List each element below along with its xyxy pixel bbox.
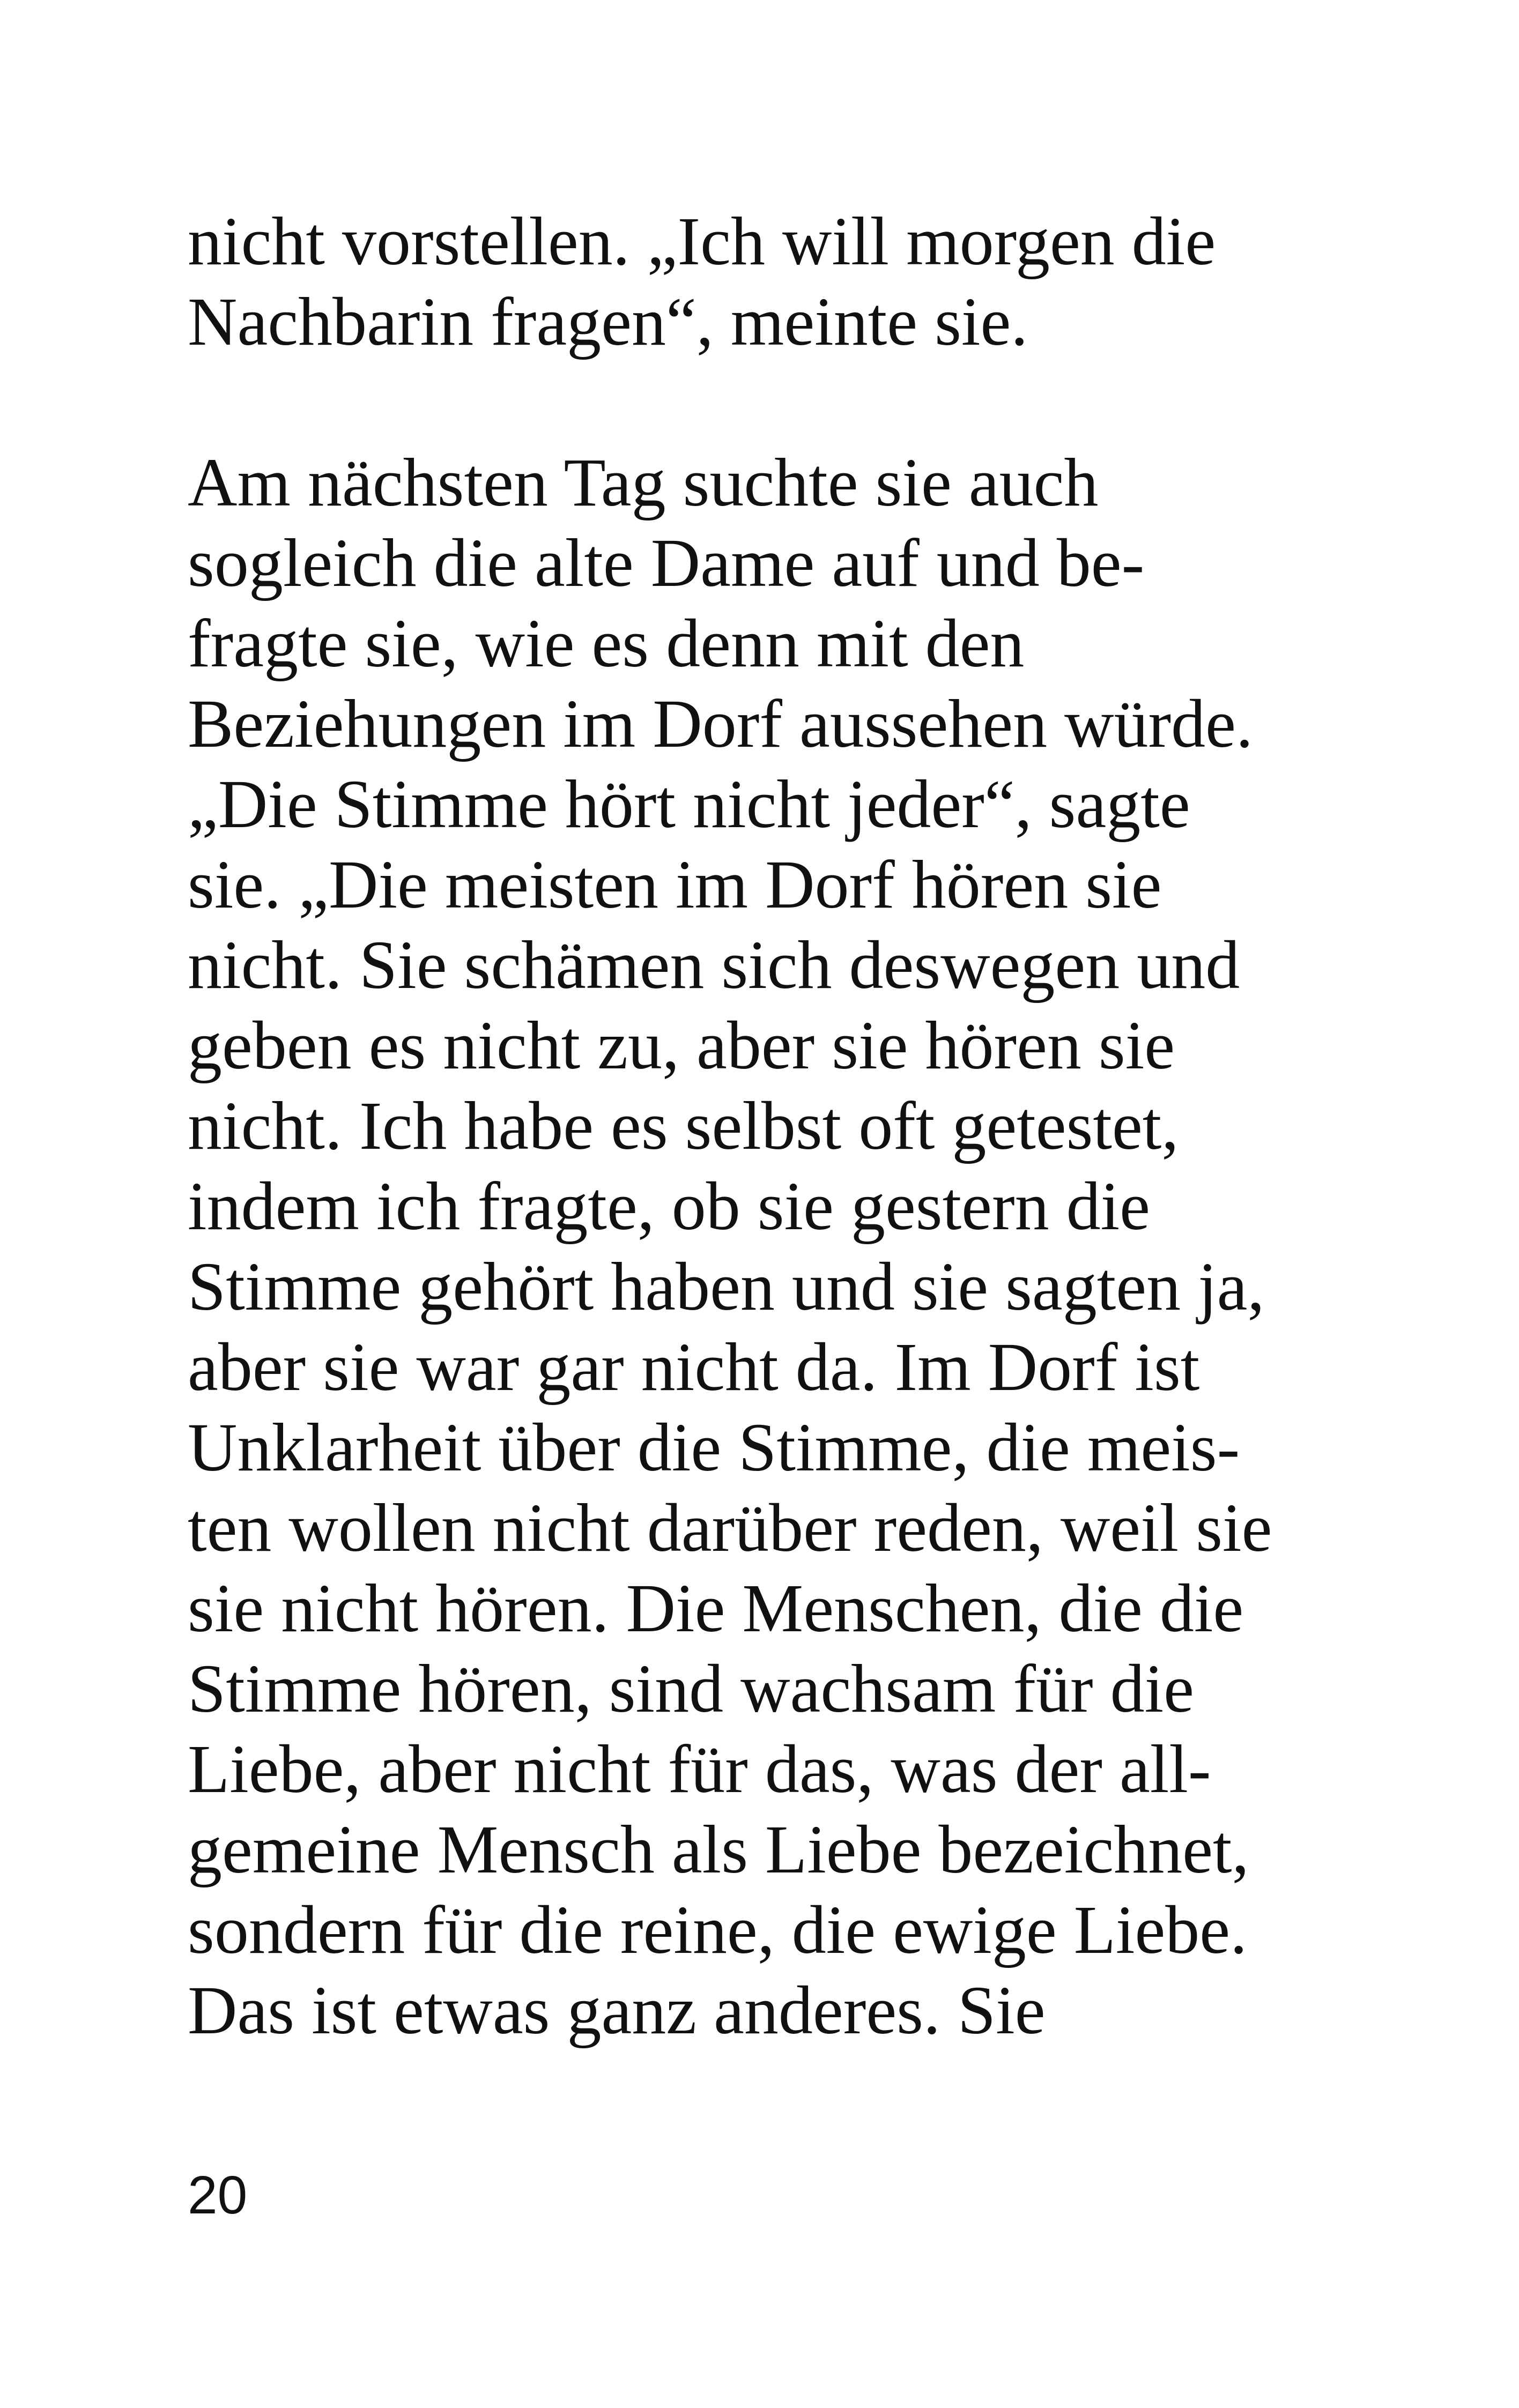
text-line: Das ist etwas ganz anderes. Sie	[188, 1972, 1046, 2048]
paragraph-2	[188, 442, 1421, 2050]
text-line: Beziehungen im Dorf aussehen würde.	[188, 686, 1253, 762]
text-line: Stimme hören, sind wachsam für die	[188, 1651, 1194, 1727]
text-line: „Die Stimme hört nicht jeder“, sagte	[188, 766, 1190, 842]
text-line: geben es nicht zu, aber sie hören sie	[188, 1007, 1175, 1083]
text-line: Unklarheit über die Stimme, die meis-	[188, 1409, 1240, 1485]
text-line: Nachbarin fragen“, meinte sie.	[188, 284, 1028, 360]
text-line: sondern für die reine, die ewige Liebe.	[188, 1892, 1248, 1968]
text-line: fragte sie, wie es denn mit den	[188, 605, 1025, 681]
text-line: nicht vorstellen. „Ich will morgen die	[188, 203, 1216, 279]
text-line: nicht. Sie schämen sich deswegen und	[188, 927, 1240, 1003]
text-line: aber sie war gar nicht da. Im Dorf ist	[188, 1329, 1200, 1405]
text-line: sie. „Die meisten im Dorf hören sie	[188, 846, 1162, 923]
text-line: Am nächsten Tag suchte sie auch	[188, 444, 1099, 521]
text-line: indem ich fragte, ob sie gestern die	[188, 1168, 1150, 1244]
text-line: sogleich die alte Dame auf und be-	[188, 525, 1145, 601]
paragraph-1	[188, 201, 1421, 362]
text-line: gemeine Mensch als Liebe bezeichnet,	[188, 1811, 1249, 1887]
text-line: Stimme gehört haben und sie sagten ja,	[188, 1248, 1265, 1325]
body-text	[188, 201, 1421, 2050]
text-line: ten wollen nicht darüber reden, weil sie	[188, 1490, 1272, 1566]
page-number: 20	[188, 2165, 248, 2225]
text-line: Liebe, aber nicht für das, was der all-	[188, 1731, 1211, 1807]
text-line: sie nicht hören. Die Menschen, die die	[188, 1570, 1244, 1646]
text-line: nicht. Ich habe es selbst oft getestet,	[188, 1088, 1179, 1164]
